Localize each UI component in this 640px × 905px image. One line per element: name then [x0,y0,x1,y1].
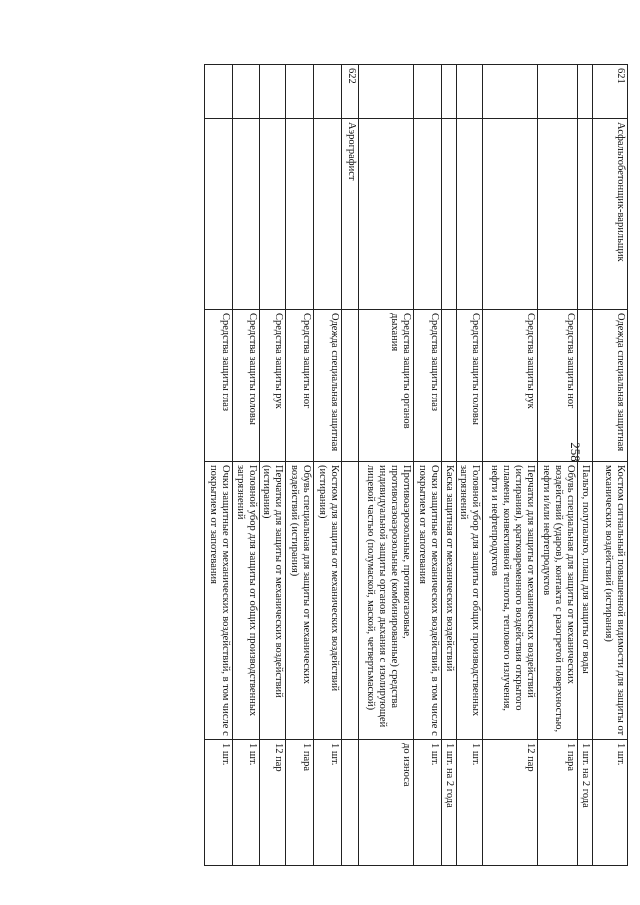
table-row [592,64,628,866]
cell-norm: до износа [359,740,413,866]
cell-item: Костюм сигнальный повышенной видимости для защиты от механических воздействий (истирания) [593,462,627,740]
cell-item: Головной убор для защиты от общих производственных загрязнений [233,462,259,740]
cell-item: Очки защитные от механических воздействий, в том числе с покрытием от запотевания [414,462,441,740]
page-number: 258 [568,442,583,462]
cell-category: Одежда специальная защитная [314,310,341,462]
cell-item: Очки защитные от механических воздействий, в том числе с покрытием от запотевания [205,462,232,740]
cell-num [286,64,313,119]
table-row [537,64,577,866]
table-row [313,64,341,866]
cell-norm: 1 шт. на 2 года [442,740,456,866]
cell-category [578,310,592,462]
cell-item: Противоаэрозольные, противогазовые, противогазоаэрозольные (комбинированные) средства индивидуальной защиты органов дыхания с изолирующей лицевой частью (полумаской, маской, четвертьмаской) [359,462,413,740]
cell-item: Каска защитная от механических воздействий [442,462,456,740]
table-row [204,64,232,866]
cell-norm: 1 пара [538,740,577,866]
table-row [358,64,413,866]
cell-category: Средства защиты головы [457,310,482,462]
cell-category: Средства защиты глаз [205,310,232,462]
cell-num [578,64,592,119]
cell-profession [314,119,341,310]
cell-num [414,64,441,119]
cell-norm: 1 шт. [593,740,627,866]
cell-profession [233,119,259,310]
cell-category: Средства защиты глаз [414,310,441,462]
cell-profession [260,119,285,310]
cell-item: Обувь специальная для защиты от механических воздействий (истирания) [286,462,313,740]
cell-norm: 12 пар [260,740,285,866]
table-row [441,64,456,866]
cell-norm: 1 шт. [457,740,482,866]
cell-category: Одежда специальная защитная [593,310,627,462]
cell-norm: 1 пара [286,740,313,866]
cell-profession [205,119,232,310]
cell-num [314,64,341,119]
cell-norm [342,740,358,866]
table-row [482,64,537,866]
cell-profession [286,119,313,310]
table-wrapper [83,64,628,866]
cell-profession [359,119,413,310]
cell-category: Средства защиты ног [538,310,577,462]
cell-category [342,310,358,462]
cell-norm: 1 шт. [205,740,232,866]
cell-profession [414,119,441,310]
cell-num [442,64,456,119]
cell-norm: 1 шт. [314,740,341,866]
table-row [259,64,285,866]
cell-num [260,64,285,119]
cell-profession: Асфальтобетонщик-варильщик [593,119,627,310]
table-row [285,64,313,866]
cell-item: Костюм для защиты от механических воздействий (истирания) [314,462,341,740]
cell-item: Обувь специальная для защиты от механических воздействий (ударов), контакта с разогретой поверхностью, нефти и/или нефтепродуктов [538,462,577,740]
cell-num: 622 [342,64,358,119]
cell-profession [578,119,592,310]
cell-norm: 1 шт. [233,740,259,866]
cell-profession: Аэрографист [342,119,358,310]
table-row [341,64,358,866]
cell-item: Перчатки для защиты от механических воздействий (истирания), кратковременного воздействия открытого пламени, конвективной теплоты, теплового излучения, нефти и нефтепродуктов [483,462,537,740]
cell-item: Головной убор для защиты от общих производственных загрязнений [457,462,482,740]
cell-num [538,64,577,119]
cell-category: Средства защиты органов дыхания [359,310,413,462]
table-row [232,64,259,866]
table-row [413,64,441,866]
cell-num [233,64,259,119]
cell-category: Средства защиты рук [260,310,285,462]
cell-profession [442,119,456,310]
cell-item: Перчатки для защиты от механических воздействий (истирания) [260,462,285,740]
cell-norm: 12 пар [483,740,537,866]
cell-category: Средства защиты головы [233,310,259,462]
cell-profession [483,119,537,310]
cell-num [483,64,537,119]
cell-category: Средства защиты ног [286,310,313,462]
cell-category: Средства защиты рук [483,310,537,462]
table-row [456,64,482,866]
cell-norm: 1 шт. на 2 года [578,740,592,866]
table-row [577,64,592,866]
cell-category [442,310,456,462]
cell-item: Пальто, полупальто, плащ для защиты от воды [578,462,592,740]
cell-num [457,64,482,119]
cell-num [205,64,232,119]
cell-num [359,64,413,119]
ppe-norms-table [83,64,628,866]
cell-profession [457,119,482,310]
cell-item [342,462,358,740]
cell-norm: 1 шт. [414,740,441,866]
cell-profession [538,119,577,310]
cell-num: 621 [593,64,627,119]
